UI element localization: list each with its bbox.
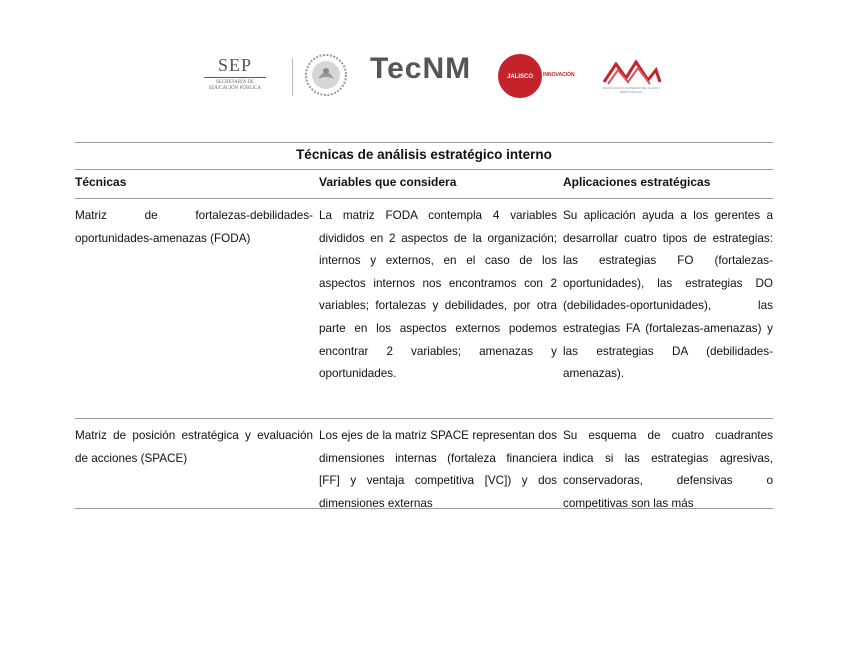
column-header-variables: Variables que considera	[319, 175, 457, 189]
header-logos	[190, 44, 670, 104]
cell-tecnica: Matriz de fortalezas-debilidades-oportunidades-amenazas (FODA)	[75, 209, 313, 245]
cell-variables: Los ejes de la matriz SPACE representan dos dimensiones internas (fortaleza financiera [FF] y ventaja competitiva [VC]) y dos dimensiones externas	[319, 429, 557, 508]
column-header-aplicaciones: Aplicaciones estratégicas	[563, 175, 711, 189]
tecnm-logo: TecNM	[370, 52, 472, 85]
cell-tecnica: Matriz de posición estratégica y evaluación de acciones (SPACE)	[75, 429, 313, 465]
table-header-row	[75, 170, 773, 198]
table-row	[75, 419, 773, 508]
divider	[75, 508, 773, 509]
table-row	[75, 199, 773, 418]
jalisco-logo: JALISCO	[498, 54, 542, 98]
logo-divider	[292, 58, 293, 96]
column-header-tecnicas: Técnicas	[75, 175, 127, 189]
sep-logo: SEP SECRETARÍA DE EDUCACIÓN PÚBLICA	[200, 56, 270, 92]
strategy-table	[75, 142, 773, 509]
ttj-logo: TECNOLÓGICO SUPERIOR DE JALISCO MARIO MOLINA	[600, 56, 662, 100]
table-title: Técnicas de análisis estratégico interno	[296, 147, 552, 162]
ttj-mountains-icon	[600, 56, 662, 86]
cell-aplicaciones: Su aplicación ayuda a los gerentes a desarrollar cuatro tipos de estrategias: las estrategias FO (fortalezas-oportunidades), las estrategias DO (debilidades-oportunidades), las estrategias FA (fortalezas-amenazas) y las estrategias DA (debilidades-amenazas).	[563, 209, 773, 381]
innovacion-label: INNOVACIÓN	[543, 72, 575, 78]
mexico-seal-icon	[304, 53, 348, 97]
cell-aplicaciones: Su esquema de cuatro cuadrantes indica si las estrategias agresivas, conservadoras, defensivas o competitivas son las más	[563, 429, 773, 508]
cell-variables: La matriz FODA contempla 4 variables divididos en 2 aspectos de la organización; internos y externos, en el caso de los aspectos internos nos encontramos con 2 variables; fortalezas y debilidades, por otra parte en los aspectos externos podemos encontrar 2 variables; amenazas y oportunidades.	[319, 209, 557, 381]
